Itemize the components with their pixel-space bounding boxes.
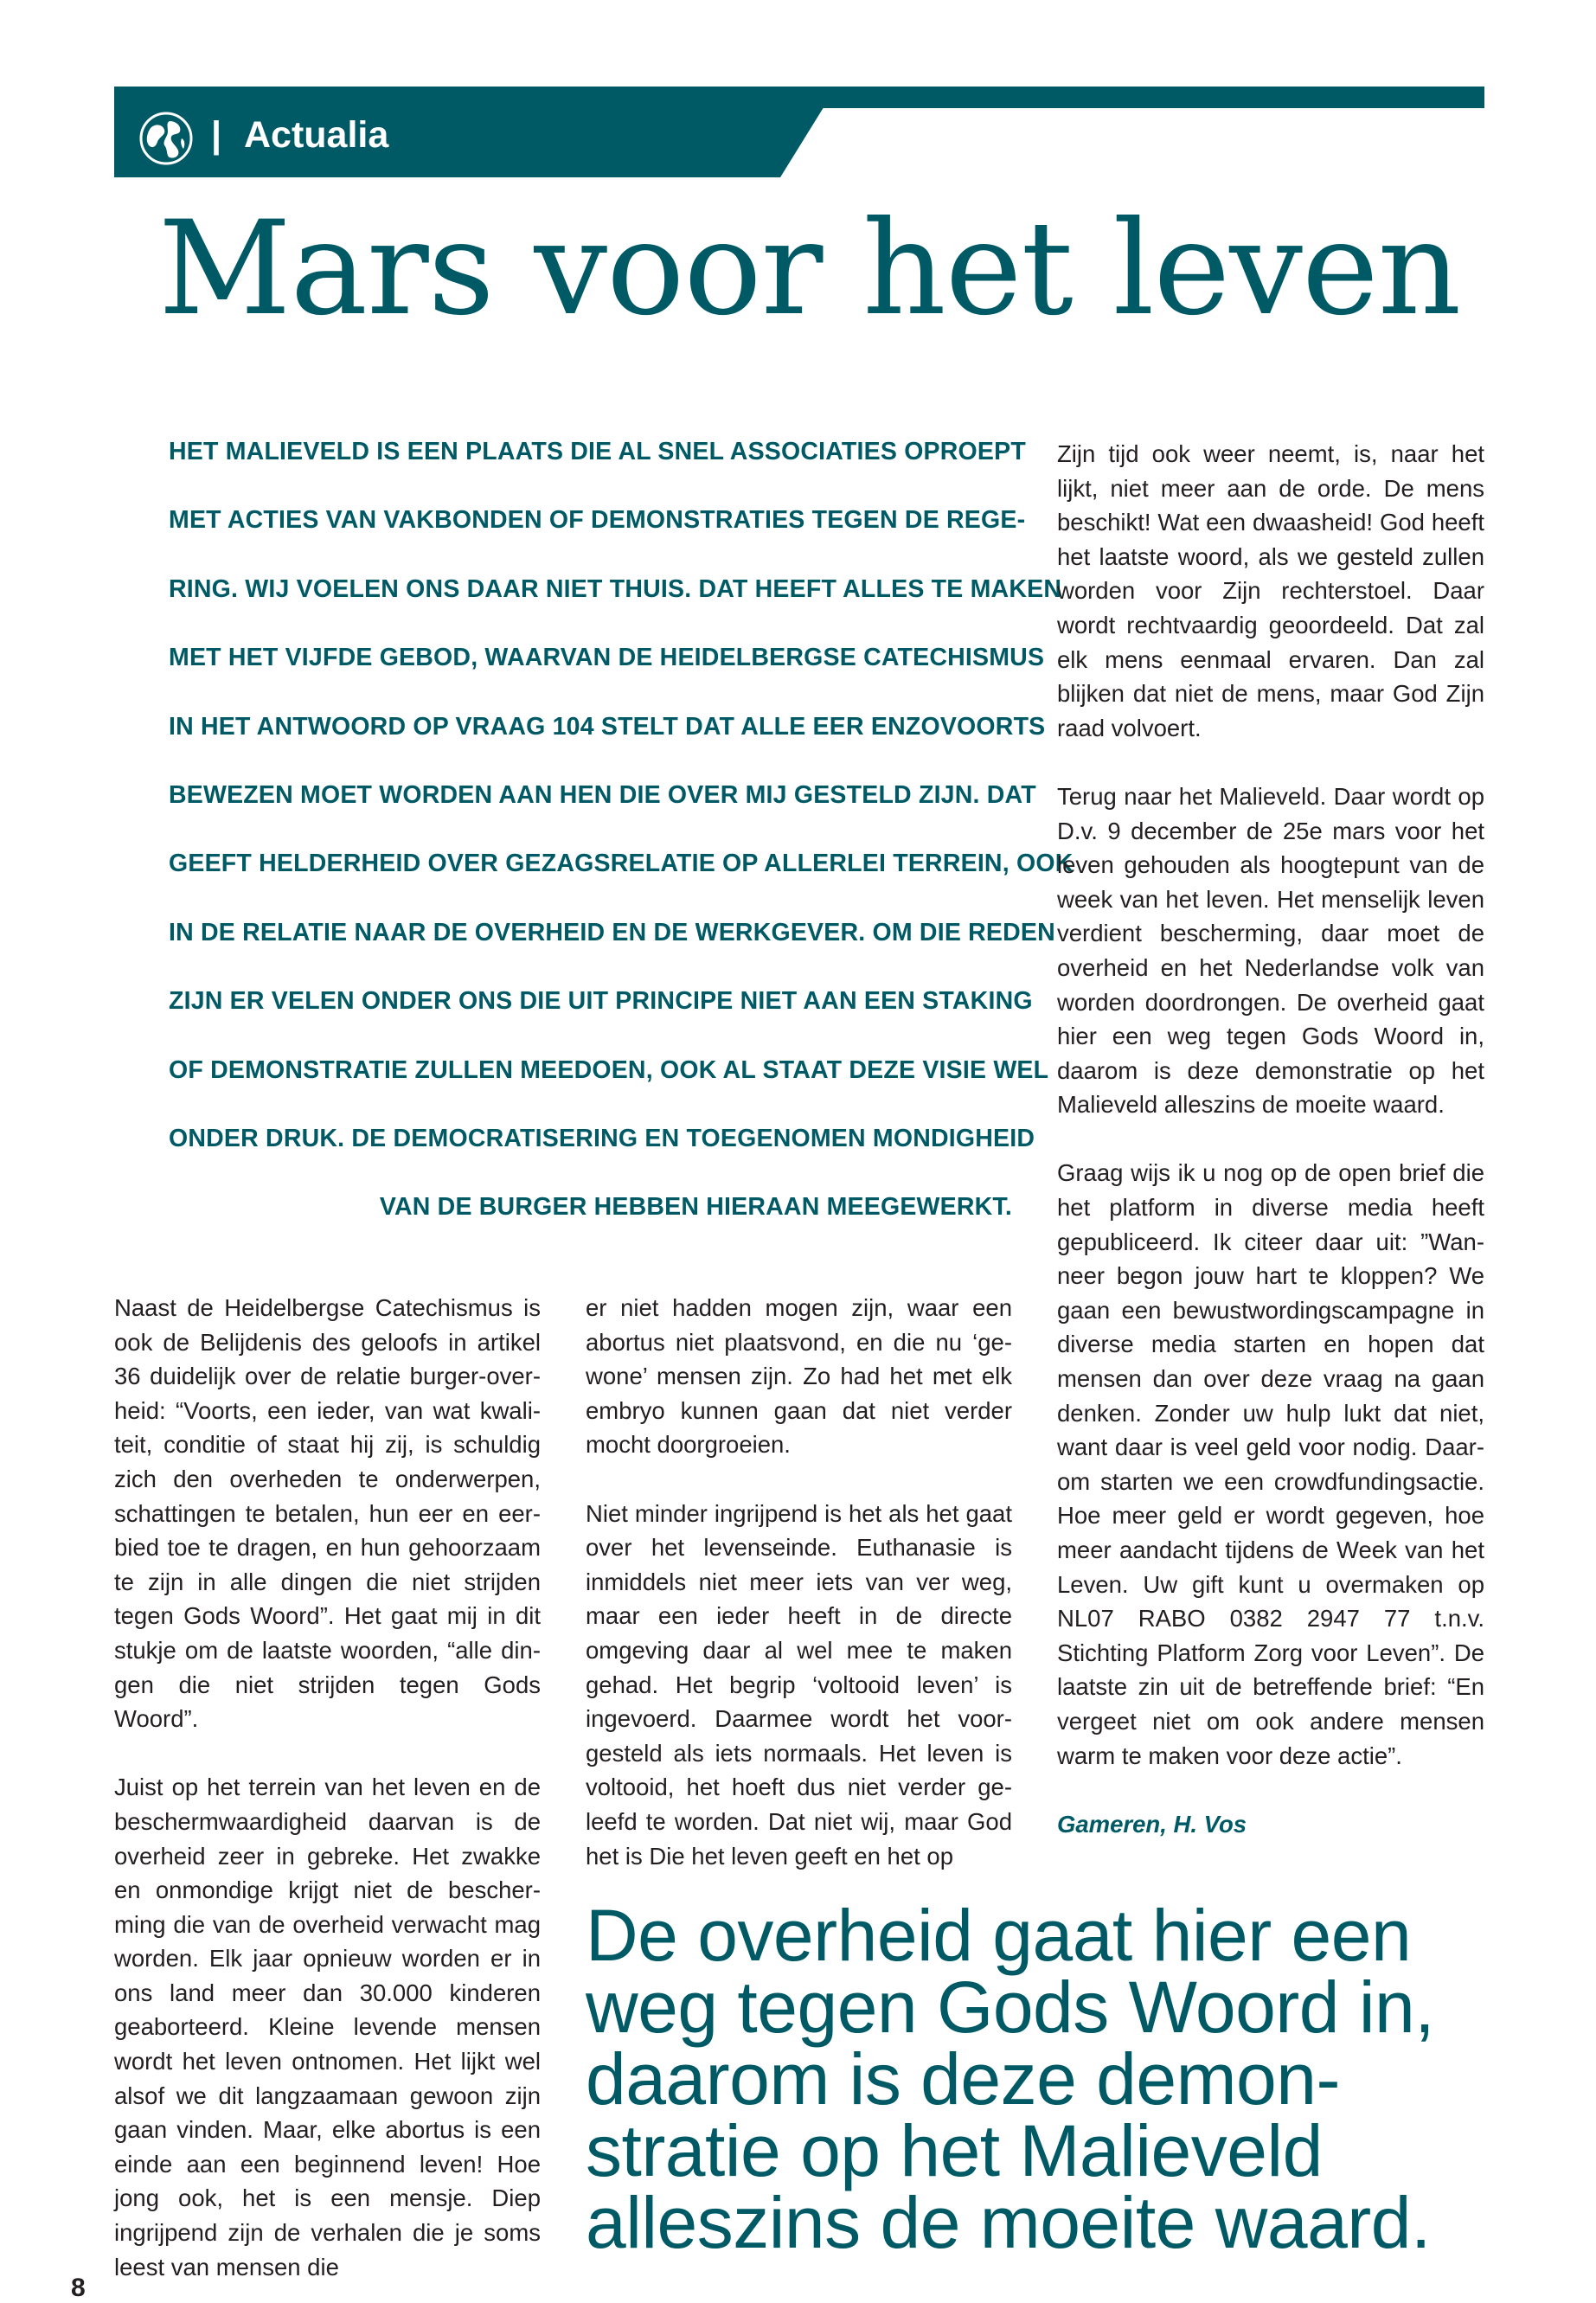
intro-paragraph — [169, 434, 1074, 1259]
body-column-left — [114, 1291, 541, 2284]
pull-quote-line: stratie op het Malieveld — [586, 2110, 1323, 2191]
author-signature: Gameren, H. Vos — [1057, 1810, 1247, 1838]
intro-line: VAN DE BURGER HEBBEN HIERAAN MEEGEWERKT. — [379, 1193, 1012, 1222]
body-paragraph: Naast de Heidelbergse Catechismus is ook de Belijdenis des geloofs in artikel 36 duidelijk over de relatie burger-overheid: “Voorts, een ieder, van wat kwaliteit, conditie of staat hij zij, is schuldig zich den overheden te onderwerpen, schattingen te betalen, hun eer en eerbied toe te dragen, en hun gehoorzaam te zijn in alle dingen die niet strijden tegen Gods Woord”. Het gaat mij in dit stukje om de laatste woorden, “alle dingen die niet strijden tegen Gods Woord”. — [114, 1294, 541, 1733]
intro-line: ZIJN ER VELEN ONDER ONS DIE UIT PRINCIPE NIET AAN EEN STAKING — [169, 987, 1033, 1016]
body-paragraph: Zijn tijd ook weer neemt, is, naar het lijkt, niet meer aan de orde. De mens beschikt! Wat een dwaasheid! God heeft het laatste woord, als we gesteld zullen worden voor Zijn rechterstoel. Daar wordt rechtvaardig geoordeeld. Dat zal elk mens eenmaal ervaren. Dan zal blijken dat niet de mens, maar God Zijn raad volvoert. — [1057, 440, 1484, 741]
intro-line: BEWEZEN MOET WORDEN AAN HEN DIE OVER MIJ GESTELD ZIJN. DAT — [169, 780, 1036, 809]
intro-line: RING. WIJ VOELEN ONS DAAR NIET THUIS. DAT HEEFT ALLES TE MAKEN — [169, 574, 1062, 603]
intro-line: HET MALIEVELD IS EEN PLAATS DIE AL SNEL ASSOCIATIES OPROEPT — [169, 438, 1026, 465]
pull-quote-line: alleszins de moeite waard. — [586, 2182, 1431, 2263]
intro-line: MET ACTIES VAN VAKBONDEN OF DEMONSTRATIES TEGEN DE REGE- — [169, 506, 1026, 535]
page-number: 8 — [71, 2274, 86, 2302]
body-paragraph: Juist op het terrein van het leven en de beschermwaardigheid daarvan is de overheid zeer in gebreke. Het zwakke en onmondige krijgt niet de bescherming die van de overheid verwacht mag worden. Elk jaar opnieuw worden er in ons land meer dan 30.000 kinderen geaborteerd. Kleine levende mensen wordt het leven ontnomen. Het lijkt wel alsof we dit langzaamaan gewoon zijn gaan vinden. Maar, elke abortus is een einde aan een beginnend leven! Hoe jong ook, het is een mensje. Diep ingrijpend zijn de verhalen die je soms leest van mensen die — [114, 1774, 541, 2281]
body-paragraph: Niet minder ingrijpend is het als het gaat over het levenseinde. Euthanasie is inmiddels niet meer iets van ver weg, maar een ieder heeft in de directe omgeving daar al wel mee te maken gehad. Het begrip ‘voltooid leven’ is ingevoerd. Daarmee wordt het voorgesteld als iets normaals. Het leven is voltooid, het hoeft dus niet verder geleefd te worden. Dat niet wij, maar God het is Die het leven geeft en het op — [586, 1499, 1012, 1870]
pull-quote-line: daarom is deze demon- — [586, 2038, 1340, 2120]
body-paragraph: er niet hadden mogen zijn, waar een abortus niet plaatsvond, en die nu ‘gewone’ mensen zijn. Zo had het met elk embryo kunnen gaan dat niet verder mocht doorgroeien. — [586, 1294, 1012, 1459]
intro-line: OF DEMONSTRATIE ZULLEN MEEDOEN, OOK AL STAAT DEZE VISIE WEL — [169, 1055, 1049, 1084]
pull-quote-line: weg tegen Gods Woord in, — [586, 1966, 1435, 2048]
intro-line: IN HET ANTWOORD OP VRAAG 104 STELT DAT ALLE EER ENZOVOORTS — [169, 712, 1046, 741]
body-column-right — [1057, 437, 1484, 1841]
pull-quote-line: De overheid gaat hier een — [586, 1895, 1412, 1976]
section-header-bar — [114, 87, 1484, 177]
page-title: Mars voor het leven — [158, 194, 1461, 344]
section-separator: | — [211, 114, 222, 156]
globe-icon — [138, 111, 194, 166]
intro-line: GEEFT HELDERHEID OVER GEZAGSRELATIE OP ALLERLEI TERREIN, OOK — [169, 850, 1074, 878]
body-paragraph: Terug naar het Malieveld. Daar wordt op D.v. 9 december de 25e mars voor het leven gehouden als hoogtepunt van de week van het leven. Het menselijk leven verdient bescherming, daar moet de overheid en het Nederlandse volk van worden doordrongen. De overheid gaat hier een weg tegen Gods Woord in, daarom is deze demonstratie op het Malieveld alleszins de moeite waard. — [1057, 782, 1484, 1119]
intro-line: MET HET VIJFDE GEBOD, WAARVAN DE HEIDELBERGSE CATECHISMUS — [169, 644, 1045, 672]
section-name: Actualia — [243, 114, 389, 156]
pull-quote — [586, 1895, 1554, 2263]
intro-line: ONDER DRUK. DE DEMOCRATISERING EN TOEGENOMEN MONDIGHEID — [169, 1124, 1035, 1152]
body-column-middle — [586, 1291, 1012, 1873]
body-paragraph: Graag wijs ik u nog op de open brief die het platform in diverse media heeft gepubliceerd. Ik citeer daar uit: ”Wanneer begon jouw hart te kloppen? We gaan een bewustwordingscampagne in diverse media starten en hopen dat mensen dan over deze vraag na gaan denken. Zonder uw hulp lukt dat niet, want daar is veel geld voor nodig. Daarom starten we een crowdfundingsactie. Hoe meer geld er wordt gegeven, hoe meer aandacht tijdens de Week van het Leven. Uw gift kunt u overmaken op NL07 RABO 0382 2947 77 t.n.v. Stichting Platform Zorg voor Leven”. De laatste zin uit de betreffende brief: “En vergeet niet om ook andere mensen warm te maken voor deze actie”. — [1057, 1159, 1484, 1769]
section-label — [211, 109, 388, 161]
intro-line: IN DE RELATIE NAAR DE OVERHEID EN DE WERKGEVER. OM DIE REDEN — [169, 918, 1055, 946]
